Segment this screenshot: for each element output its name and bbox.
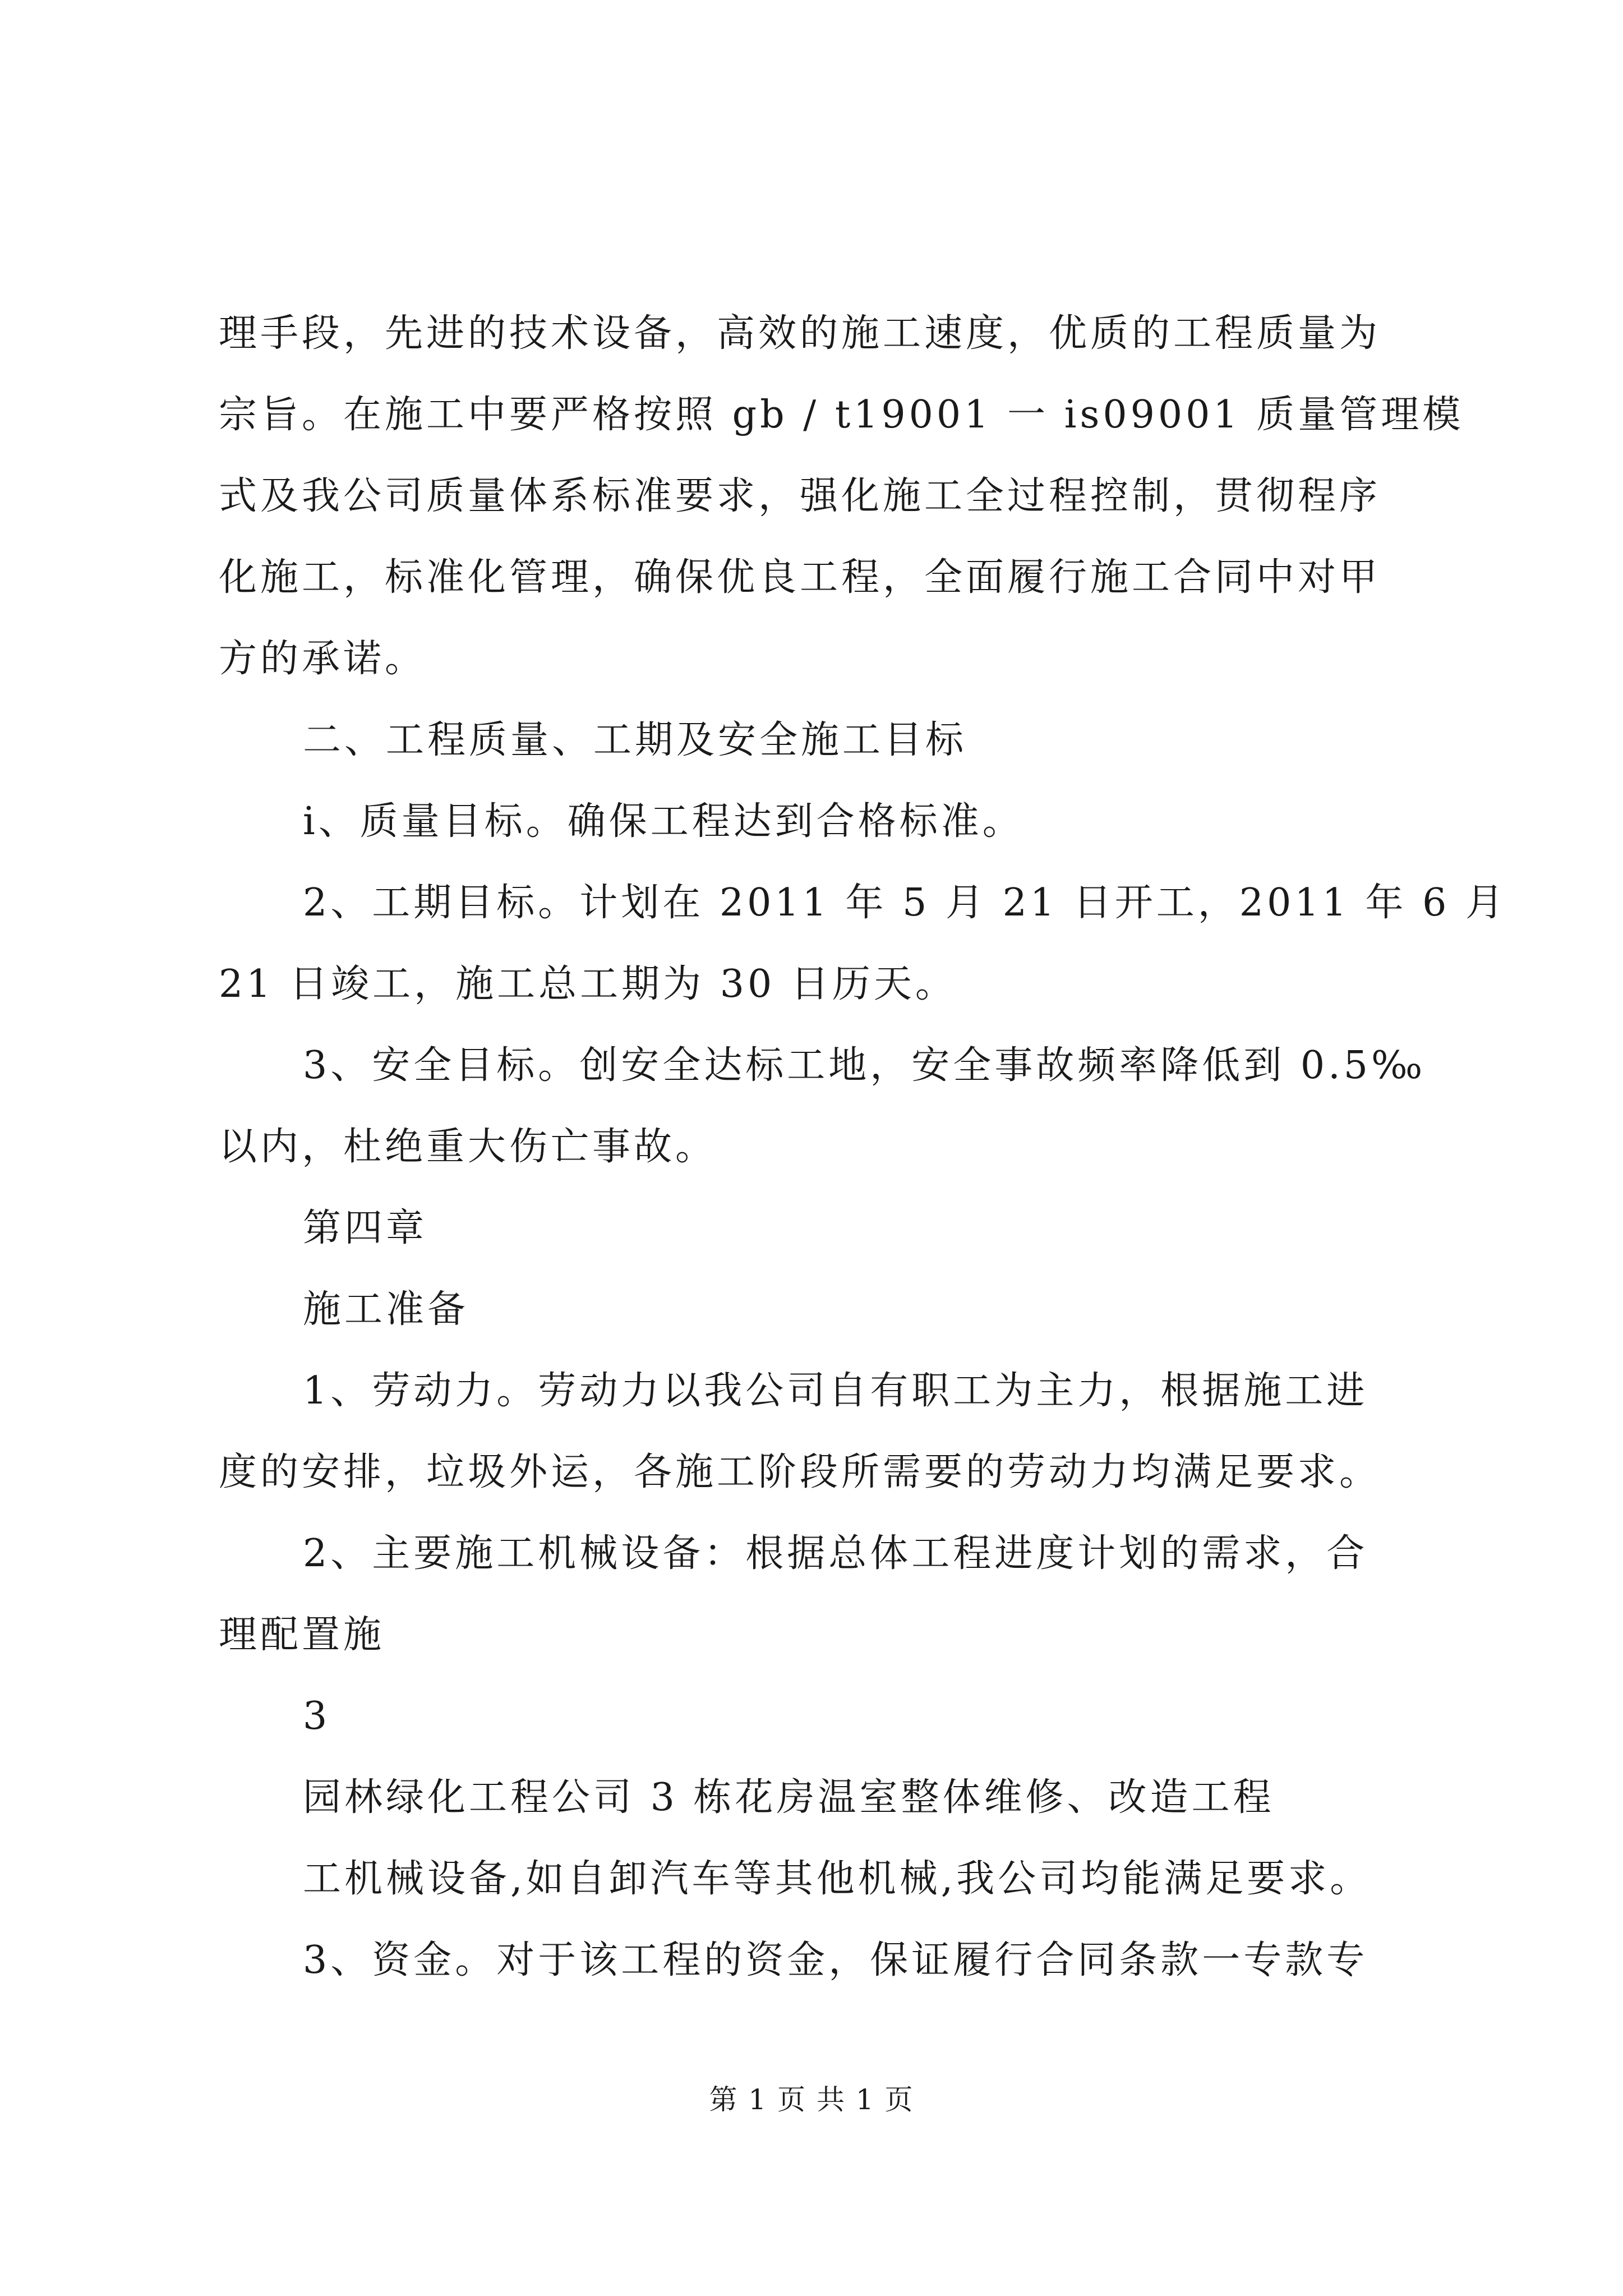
body-text-line: i、质量目标。确保工程达到合格标准。 bbox=[303, 799, 1024, 844]
body-text-line: 方的承诺。 bbox=[219, 637, 427, 681]
body-text-line: 工机械设备,如自卸汽车等其他机械,我公司均能满足要求。 bbox=[303, 1857, 1372, 1901]
body-text-line: 1、劳动力。劳动力以我公司自有职工为主力，根据施工进 bbox=[303, 1369, 1368, 1413]
body-text-line: 2、工期目标。计划在 2011 年 5 月 21 日开工，2011 年 6 月 bbox=[303, 881, 1507, 925]
body-text-line: 度的安排，垃圾外运，各施工阶段所需要的劳动力均满足要求。 bbox=[219, 1450, 1381, 1494]
body-text-line: 3、资金。对于该工程的资金，保证履行合同条款一专款专 bbox=[303, 1938, 1368, 1982]
body-text-line: 化施工，标准化管理，确保优良工程，全面履行施工合同中对甲 bbox=[219, 555, 1381, 600]
section-heading: 二、工程质量、工期及安全施工目标 bbox=[303, 718, 967, 762]
body-text-line: 宗旨。在施工中要严格按照 gb / t19001 一 is09001 质量管理模 bbox=[219, 393, 1464, 437]
body-text-line: 理配置施 bbox=[219, 1613, 385, 1657]
body-text-line: 理手段，先进的技术设备，高效的施工速度，优质的工程质量为 bbox=[219, 311, 1381, 356]
body-text-line: 3、安全目标。创安全达标工地，安全事故频率降低到 0.5‰ bbox=[303, 1043, 1426, 1088]
body-text-line: 以内，杜绝重大伤亡事故。 bbox=[219, 1125, 717, 1169]
body-text-line: 2、主要施工机械设备：根据总体工程进度计划的需求，合 bbox=[303, 1531, 1368, 1576]
body-text-line: 式及我公司质量体系标准要求，强化施工全过程控制，贯彻程序 bbox=[219, 474, 1381, 518]
running-header-text: 园林绿化工程公司 3 栋花房温室整体维修、改造工程 bbox=[303, 1775, 1275, 1820]
page-number-inline: 3 bbox=[303, 1694, 331, 1738]
body-text-line: 21 日竣工，施工总工期为 30 日历天。 bbox=[219, 962, 957, 1006]
chapter-title: 施工准备 bbox=[303, 1287, 469, 1332]
page-footer: 第 1 页 共 1 页 bbox=[709, 2083, 914, 2116]
chapter-heading: 第四章 bbox=[303, 1206, 428, 1250]
